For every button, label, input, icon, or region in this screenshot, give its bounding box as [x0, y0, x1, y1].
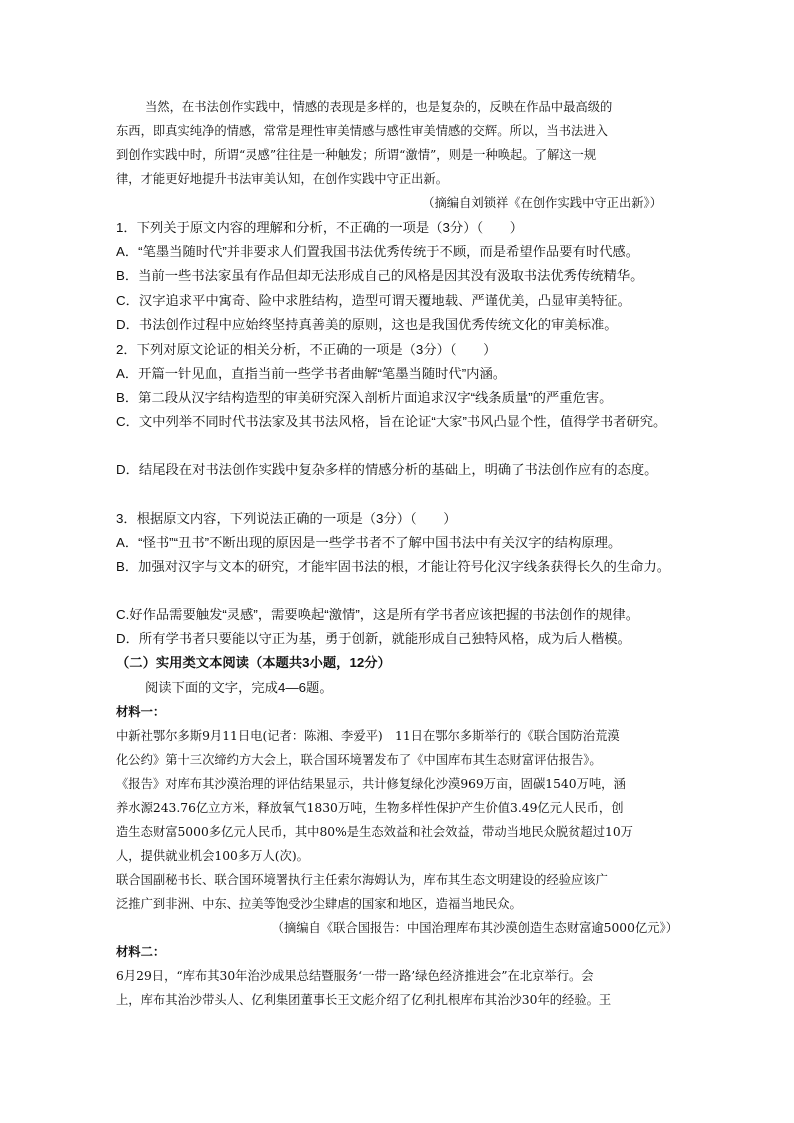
question-2-option-c: C．文中列举不同时代书法家及其书法风格，旨在论证“大家”书风凸显个性，值得学书者研究。: [116, 414, 667, 429]
material-line: 《报告》对库布其沙漠治理的评估结果显示，共计修复绿化沙漠969万亩，固碳1540万吨，涵: [116, 777, 626, 791]
question-3-stem: 3．根据原文内容，下列说法正确的一项是（3分）（ ）: [116, 511, 457, 526]
material-1-source: （摘编自《联合国报告：中国治理库布其沙漠创造生态财富逾5000亿元》）: [271, 921, 678, 935]
material-line: 联合国副秘书长、联合国环境署执行主任索尔海姆认为，库布其生态文明建设的经验应该广: [116, 873, 608, 887]
question-1-option-d: D．书法创作过程中应始终坚持真善美的原则，这也是我国优秀传统文化的审美标准。: [116, 317, 618, 332]
material-line: 化公约》第十三次缔约方大会上，联合国环境署发布了《中国库布其生态财富评估报告》。: [116, 753, 602, 767]
question-1-option-c: C．汉字追求平中寓奇、险中求胜结构，造型可谓天覆地载、严谨优美，凸显审美特征。: [116, 293, 631, 308]
material-line: 上，库布其治沙带头人、亿利集团董事长王文彪介绍了亿利扎根库布其治沙30年的经验。王: [116, 993, 612, 1007]
question-3-option-d: D．所有学书者只要能以守正为基，勇于创新，就能形成自己独特风格，成为后人楷模。: [116, 631, 631, 646]
question-3-option-c: C.好作品需要触发“灵感”，需要唤起“激情”，这是所有学书者应该把握的书法创作的规律。: [116, 607, 639, 622]
material-line: 养水源243.76亿立方米，释放氧气1830万吨，生物多样性保护产生价值3.49亿元人民币，创: [116, 801, 624, 815]
question-1-option-b: B．当前一些书法家虽有作品但却无法形成自己的风格是因其没有汲取书法优秀传统精华。: [116, 268, 644, 283]
passage-line: 到创作实践中时，所谓“灵感”往往是一种触发；所谓“激情”，则是一种唤起。了解这一规: [116, 148, 597, 162]
question-2-option-d: D．结尾段在对书法创作实践中复杂多样的情感分析的基础上，明确了书法创作应有的态度。: [116, 462, 658, 477]
question-1-stem: 1．下列关于原文内容的理解和分析，不正确的一项是（3分）（ ）: [116, 220, 524, 235]
material-2-label: 材料二：: [116, 944, 166, 959]
material-1-label: 材料一：: [116, 704, 166, 719]
question-2-option-b: B．第二段从汉字结构造型的审美研究深入剖析片面追求汉字“线条质量”的严重危害。: [116, 390, 613, 405]
section-heading: （二）实用类文本阅读（本题共3小题，12分）: [116, 655, 391, 670]
question-2-stem: 2．下列对原文论证的相关分析，不正确的一项是（3分）（ ）: [116, 342, 497, 357]
passage-line: 律，才能更好地提升书法审美认知，在创作实践中守正出新。: [116, 172, 449, 186]
question-2-option-a: A．开篇一针见血，直指当前一些学书者曲解“笔墨当随时代”内涵。: [116, 366, 507, 381]
section-instruction: 阅读下面的文字，完成4—6题。: [145, 680, 333, 695]
passage-source: （摘编自刘锁祥《在创作实践中守正出新》）: [422, 196, 662, 210]
material-line: 人，提供就业机会100多万人(次)。: [116, 849, 309, 863]
question-1-option-a: A．“笔墨当随时代”并非要求人们置我国书法优秀传统于不顾，而是希望作品要有时代感。: [116, 244, 640, 259]
passage-line: 当然，在书法创作实践中，情感的表现是多样的，也是复杂的，反映在作品中最高级的: [145, 100, 613, 114]
material-line: 中新社鄂尔多斯9月11日电(记者：陈湘、李爱平) 11日在鄂尔多斯举行的《联合国防治荒漠: [116, 729, 620, 743]
passage-line: 东西，即真实纯净的情感，常常是理性审美情感与感性审美情感的交辉。所以，当书法进入: [116, 124, 608, 138]
material-line: 造生态财富5000多亿元人民币，其中80%是生态效益和社会效益，带动当地民众脱贫超过10万: [116, 825, 633, 839]
material-line: 6月29日，“库布其30年治沙成果总结暨服务‘一带一路’绿色经济推进会”在北京举行。会: [116, 969, 594, 983]
material-line: 泛推广到非洲、中东、拉美等饱受沙尘肆虐的国家和地区，造福当地民众。: [116, 897, 522, 911]
question-3-option-b: B．加强对汉字与文本的研究，才能牢固书法的根，才能让符号化汉字线条获得长久的生命力。: [116, 559, 671, 574]
question-3-option-a: A．“怪书”“丑书”不断出现的原因是一些学书者不了解中国书法中有关汉字的结构原理。: [116, 535, 622, 550]
